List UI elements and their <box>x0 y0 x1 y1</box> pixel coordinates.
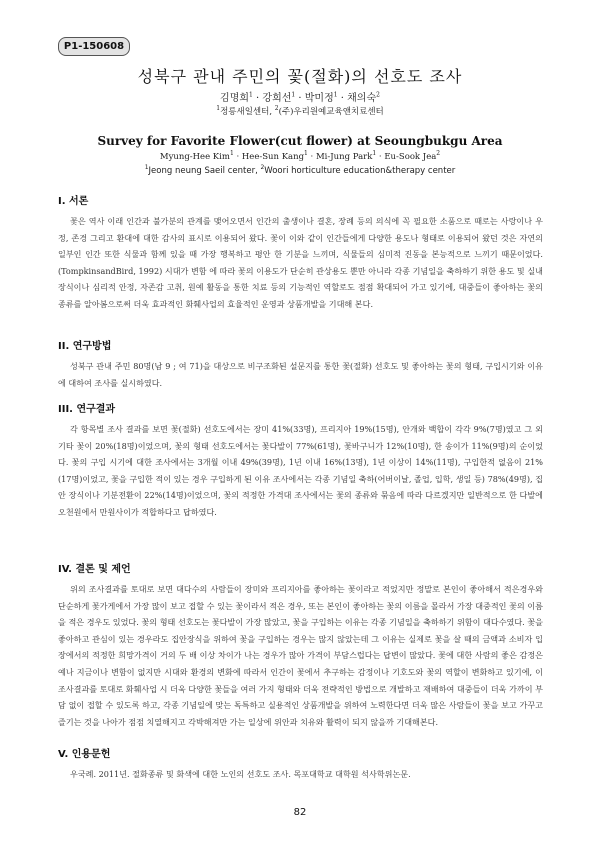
section-heading: V. 인용문헌 <box>58 749 111 760</box>
author-separator: · <box>337 93 348 104</box>
section-body: 꽃은 역사 이래 인간과 불가분의 관계를 맺어오면서 인간의 출생이나 결혼, 장례 등의 의식에 꼭 필요한 소품으로 때로는 사랑이나 우정, 존경 그리고 환대에 대한 감사의 표시로 이용되어 왔다. 꽃이 이와 같이 인간들에게 다양한 용도나 형태로 이용되어 왔던 것은 자연의 일부인 인간 또한 식물과 함께 있을 때 가장 행복하고 평안 한 기분을 느끼며, 식물들의 심미적 진동을 본능적으로 느끼기 때문이었다.(TompkinsandBird, 1992) 시대가 변함 에 따라 꽃의 이용도가 단순히 관상용도 뿐만 아니라 각종 기념일을 축하하기 위한 용도 및 실내장식이나 심리적 안정, 자존감 고취, 원예 활동을 통한 치료 등의 기능적인 역할로도 점점 확대되어 가고 있기에, 대중들이 좋아하는 꽃의 종류를 알아봄으로써 더욱 효과적인 화훼사업의 효율적인 운영과 상품개발을 기대해 본다. <box>58 216 544 309</box>
section-methods <box>58 337 543 391</box>
author-sup: 1 <box>333 91 338 99</box>
author-sup: 2 <box>436 150 441 158</box>
author-name: Mi-Jung Park <box>315 152 373 162</box>
author-name: 강희선 <box>262 93 292 104</box>
section-references <box>58 745 543 783</box>
section-introduction <box>58 192 543 313</box>
korean-authors <box>0 89 600 104</box>
author-separator: · <box>233 152 242 162</box>
affiliation-text: (주)우리원예교육앤치료센터 <box>278 107 384 117</box>
page-number: 82 <box>293 807 307 818</box>
affiliation-sup: 1 <box>216 105 221 113</box>
section-heading: IV. 결론 및 제언 <box>58 564 131 575</box>
english-affiliations <box>0 166 600 176</box>
author-name: 김명희 <box>220 93 250 104</box>
section-results <box>58 400 543 521</box>
korean-affiliations <box>0 105 600 117</box>
affiliation-text: Jeong neung Saeil center, <box>148 166 261 176</box>
section-body: 성북구 관내 주민 80명(남 9 ; 여 71)을 대상으로 비구조화된 설문지를 통한 꽃(절화) 선호도 및 좋아하는 꽃의 형태, 구입시기와 이유에 대하여 조사를 실시하였다. <box>58 361 543 388</box>
affiliation-text: Woori horticulture education&therapy center <box>264 166 456 176</box>
author-name: Myung-Hee Kim <box>159 152 230 162</box>
section-heading: III. 연구결과 <box>58 404 116 415</box>
author-sup: 1 <box>291 91 296 99</box>
author-sup: 2 <box>376 91 380 99</box>
english-title: Survey for Favorite Flower(cut flower) at Seoungbukgu Area <box>97 134 503 148</box>
author-sup: 1 <box>249 91 253 99</box>
section-heading: II. 연구방법 <box>58 341 112 352</box>
english-authors <box>0 152 600 162</box>
author-name: 채의숙 <box>347 93 377 104</box>
author-sup: 1 <box>229 150 234 158</box>
author-name: 박미정 <box>304 93 334 104</box>
author-name: Hee-Sun Kang <box>241 152 305 162</box>
affiliation-sup: 1 <box>144 164 149 172</box>
author-sup: 1 <box>304 150 308 158</box>
affiliation-sup: 2 <box>260 164 265 172</box>
section-heading: I. 서론 <box>58 196 89 207</box>
author-separator: · <box>295 93 305 104</box>
paper-id-badge: P1-150608 <box>58 37 130 56</box>
affiliation-sup: 2 <box>274 105 279 113</box>
section-body: 위의 조사결과를 토대로 보면 대다수의 사람들이 장미와 프리지아를 좋아하는 꽃이라고 적었지만 정말로 본인이 좋아해서 적은경우와 단순하게 꽃가게에서 가장 많이 보고 접할 수 있는 꽃이라서 적은 경우, 또는 본인이 좋아하는 꽃의 이름을 몰라서 가장 대중적인 꽃의 이름을 적은 경우도 있었다. 꽃의 형태 선호도는 꽃다발이 가장 많았고, 꽃을 구입하는 이유는 각종 기념일을 축하하기 위함이 대다수였다. 꽃을 좋아하고 관심이 있는 경우라도 집안장식을 위하여 꽃을 구입하는 경우는 많지 않았는데 그 이유는 실제로 꽃을 살 때의 금액과 소비자 입장에서의 적정한 희망가격이 거의 두 배 이상 차이가 나는 경우가 많아 가격이 부담스럽다는 답변이 많았다. 꽃에 대한 사람의 좋은 감정은 예나 지금이나 변함이 없지만 시대와 환경의 변화에 따라서 인간이 꽃에서 추구하는 감정이나 기호도와 꽃의 역할이 변화하고 있기에, 이 조사결과를 토대로 화훼사업 시 더욱 다양한 꽃들을 여러 가지 형태와 더욱 전략적인 방법으로 개발하고 재배하여 대중들이 더욱 가까이 부담 없이 접할 수 있도록 하고, 각종 기념일에 맞는 독특하고 실용적인 상품개발을 위하여 노력한다면 더욱 많은 사람들이 꽃을 보고 가꾸고 즐기는 것을 나아가 점점 치열해지고 각박해져만 가는 일상에 위안과 치유와 활력이 되지 않을까 기대해본다. <box>58 584 543 727</box>
korean-title: 성북구 관내 주민의 꽃(절화)의 선호도 조사 <box>137 67 463 86</box>
section-body: 우국례. 2011년. 절화종류 및 화색에 대한 노인의 선호도 조사. 목포대학교 대학원 석사학위논문. <box>70 769 411 779</box>
author-separator: · <box>252 93 263 104</box>
author-name: Eu-Sook Jea <box>384 152 437 162</box>
affiliation-text: 정릉새일센터, <box>220 107 275 117</box>
author-sup: 1 <box>372 150 377 158</box>
section-conclusion <box>58 560 543 730</box>
author-separator: · <box>307 152 316 162</box>
section-body: 각 항목별 조사 결과를 보면 꽃(절화) 선호도에서는 장미 41%(33명), 프리지아 19%(15명), 안개와 백합이 각각 9%(7명)였고 그 외 기타 꽃이 20%(18명)이었으며, 꽃의 형태 선호도에서는 꽃다발이 77%(61명), 꽃바구니가 12%(10명), 한 송이가 11%(9명)의 순이었다. 꽃의 구입 시기에 대한 조사에서는 3개월 이내 49%(39명), 1년 이내 16%(13명), 1년 이상이 14%(11명), 구입한적 없음이 21%(17명)이었고, 꽃을 구입한 적이 있는 경우 구입하게 된 이유 조사에서는 각종 기념일 축하(어버이날, 졸업, 입학, 생일 등) 78%(49명), 집안 장식이나 기분전환이 22%(14명)이었으며, 꽃의 적정한 가격대 조사에서는 꽃의 종류와 묶음에 따라 다르겠지만 일반적으로 한 다발에 오천원에서 만원사이가 적합하다고 답하였다. <box>58 424 543 517</box>
author-separator: · <box>376 152 385 162</box>
